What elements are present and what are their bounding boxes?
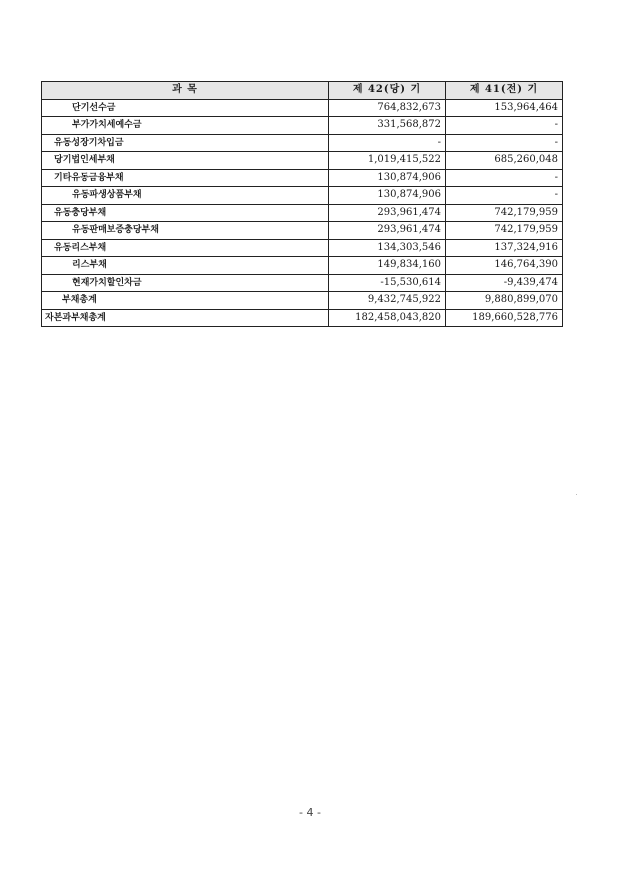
row-current-value: 331,568,872	[329, 117, 446, 135]
row-subject: 유동파생상품부채	[42, 187, 329, 205]
row-subject: 당기법인세부채	[42, 152, 329, 170]
row-previous-value: 153,964,464	[446, 99, 563, 117]
table-body	[42, 99, 563, 327]
table-row	[42, 309, 563, 327]
row-previous-value: 137,324,916	[446, 239, 563, 257]
row-previous-value: -9,439,474	[446, 274, 563, 292]
row-current-value: -15,530,614	[329, 274, 446, 292]
row-previous-value: 189,660,528,776	[446, 309, 563, 327]
row-previous-value: 742,179,959	[446, 204, 563, 222]
row-subject: 유동충당부채	[42, 204, 329, 222]
row-subject: 리스부채	[42, 257, 329, 275]
row-subject: 기타유동금융부채	[42, 169, 329, 187]
row-subject: 자본과부채총계	[42, 309, 329, 327]
row-subject: 부채총계	[42, 292, 329, 310]
row-subject: 유동판매보증충당부채	[42, 222, 329, 240]
table-row	[42, 274, 563, 292]
table-row	[42, 187, 563, 205]
table-row	[42, 204, 563, 222]
header-subject: 과 목	[42, 82, 329, 100]
table-row	[42, 292, 563, 310]
row-current-value: 293,961,474	[329, 204, 446, 222]
row-previous-value: 9,880,899,070	[446, 292, 563, 310]
row-subject: 단기선수금	[42, 99, 329, 117]
row-subject: 유동리스부채	[42, 239, 329, 257]
row-previous-value: -	[446, 187, 563, 205]
row-current-value: 134,303,546	[329, 239, 446, 257]
row-current-value: 293,961,474	[329, 222, 446, 240]
row-previous-value: -	[446, 117, 563, 135]
table-row	[42, 239, 563, 257]
row-current-value: 1,019,415,522	[329, 152, 446, 170]
row-subject: 유동성장기차입금	[42, 134, 329, 152]
row-current-value: 182,458,043,820	[329, 309, 446, 327]
table-row	[42, 99, 563, 117]
table-row	[42, 117, 563, 135]
table-row	[42, 222, 563, 240]
row-subject: 부가가치세예수금	[42, 117, 329, 135]
table-header-row	[42, 82, 563, 100]
table-row	[42, 134, 563, 152]
row-subject: 현재가치할인차금	[42, 274, 329, 292]
header-current-period: 제 42(당) 기	[329, 82, 446, 100]
liabilities-table	[41, 81, 563, 327]
row-previous-value: 742,179,959	[446, 222, 563, 240]
row-current-value: 149,834,160	[329, 257, 446, 275]
row-previous-value: -	[446, 169, 563, 187]
row-current-value: -	[329, 134, 446, 152]
row-current-value: 9,432,745,922	[329, 292, 446, 310]
row-previous-value: 146,764,390	[446, 257, 563, 275]
table-row	[42, 169, 563, 187]
row-previous-value: 685,260,048	[446, 152, 563, 170]
row-current-value: 764,832,673	[329, 99, 446, 117]
page-number: - 4 -	[299, 806, 321, 819]
scan-speck	[576, 494, 577, 495]
row-current-value: 130,874,906	[329, 169, 446, 187]
row-current-value: 130,874,906	[329, 187, 446, 205]
header-previous-period: 제 41(전) 기	[446, 82, 563, 100]
table-row	[42, 257, 563, 275]
table-row	[42, 152, 563, 170]
row-previous-value: -	[446, 134, 563, 152]
